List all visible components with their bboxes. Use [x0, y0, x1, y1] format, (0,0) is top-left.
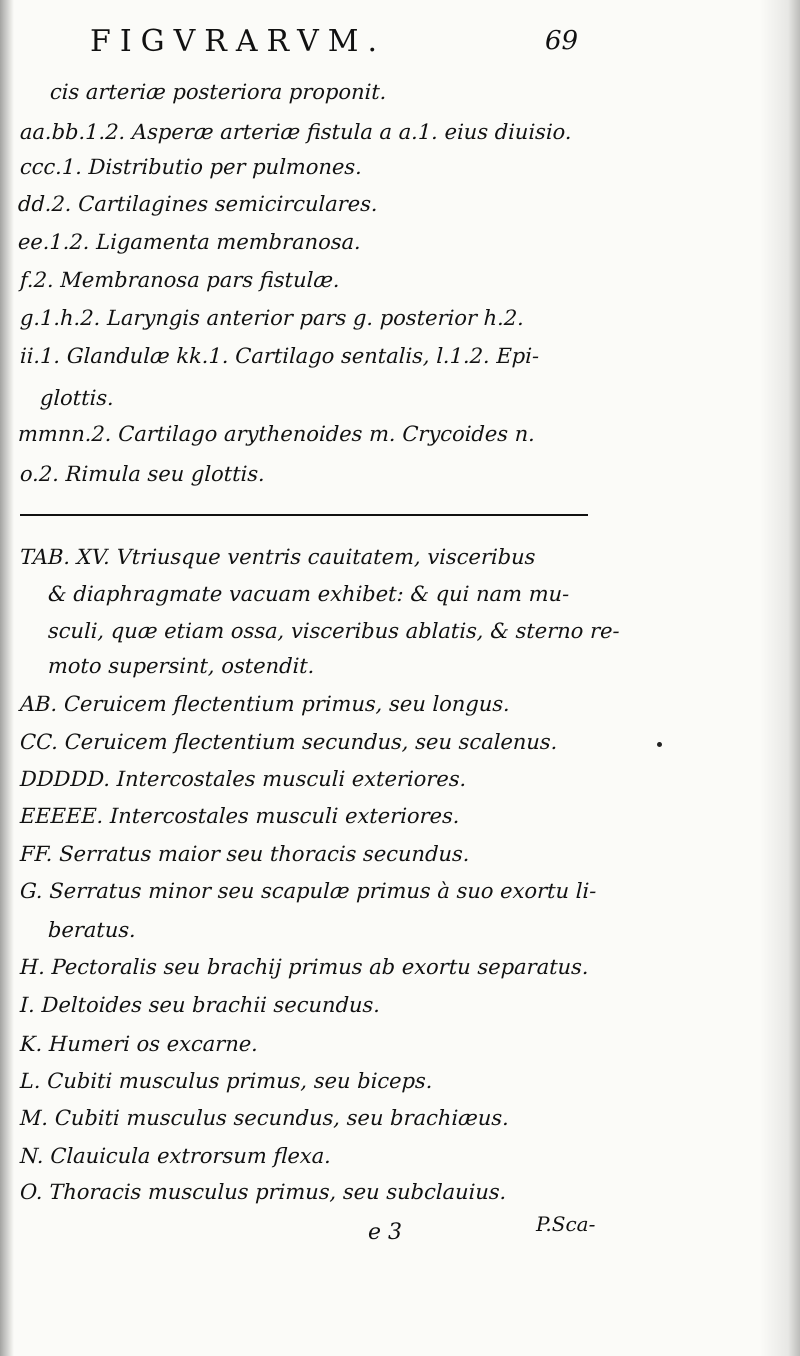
text-line: aa.bb.1.2. Asperæ arteriæ fistula a a.1. eius diuisio. — [19, 120, 573, 144]
text-line: G. Serratus minor seu scapulæ primus à suo exortu li- — [19, 879, 597, 903]
text-line: I. Deltoides seu brachii secundus. — [19, 993, 381, 1017]
text-line: EEEEE. Intercostales musculi exteriores. — [19, 804, 460, 828]
text-line: ccc.1. Distributio per pulmones. — [19, 155, 363, 179]
text-line: H. Pectoralis seu brachij primus ab exortu separatus. — [19, 955, 590, 979]
text-line: dd.2. Cartilagines semicirculares. — [17, 192, 379, 216]
text-line: ee.1.2. Ligamenta membranosa. — [17, 230, 362, 254]
text-line: AB. Ceruicem flectentium primus, seu longus. — [19, 692, 511, 716]
text-line: N. Clauicula extrorsum flexa. — [19, 1144, 332, 1168]
text-line: o.2. Rimula seu glottis. — [19, 462, 266, 486]
text-line: g.1.h.2. Laryngis anterior pars g. posterior h.2. — [19, 306, 525, 330]
text-line: O. Thoracis musculus primus, seu subclauius. — [19, 1180, 507, 1204]
text-line: CC. Ceruicem flectentium secundus, seu scalenus. — [19, 730, 558, 754]
text-line: mmnn.2. Cartilago arythenoides m. Crycoides n. — [17, 422, 536, 446]
ink-speck — [657, 742, 662, 747]
text-line: beratus. — [47, 918, 137, 942]
text-line: ii.1. Glandulæ kk.1. Cartilago sentalis, l.1.2. Epi- — [19, 344, 540, 368]
section-rule — [20, 514, 588, 516]
signature-mark: e 3 — [368, 1220, 403, 1245]
text-line: TAB. XV. Vtriusque ventris cauitatem, visceribus — [19, 545, 536, 569]
text-line: sculi, quæ etiam ossa, visceribus ablatis, & sterno re- — [47, 619, 621, 643]
text-line: K. Humeri os excarne. — [19, 1032, 259, 1056]
text-line: & diaphragmate vacuam exhibet: & qui nam mu- — [47, 582, 570, 606]
text-line: glottis. — [39, 386, 115, 410]
text-line: M. Cubiti musculus secundus, seu brachiæus. — [19, 1106, 510, 1130]
text-line: DDDDD. Intercostales musculi exteriores. — [19, 767, 467, 791]
text-line: moto supersint, ostendit. — [47, 654, 315, 678]
catchword: P.Sca- — [536, 1212, 596, 1236]
text-line: cis arteriæ posteriora proponit. — [49, 80, 387, 104]
running-title: FIGVRARVM. — [90, 24, 386, 59]
text-line: f.2. Membranosa pars fistulæ. — [19, 268, 341, 292]
gutter-shadow — [0, 0, 14, 1356]
page-number: 69 — [545, 26, 579, 56]
running-head — [90, 24, 610, 64]
text-line: L. Cubiti musculus primus, seu biceps. — [19, 1069, 433, 1093]
page-edge-shadow — [760, 0, 800, 1356]
text-line: FF. Serratus maior seu thoracis secundus. — [19, 842, 470, 866]
